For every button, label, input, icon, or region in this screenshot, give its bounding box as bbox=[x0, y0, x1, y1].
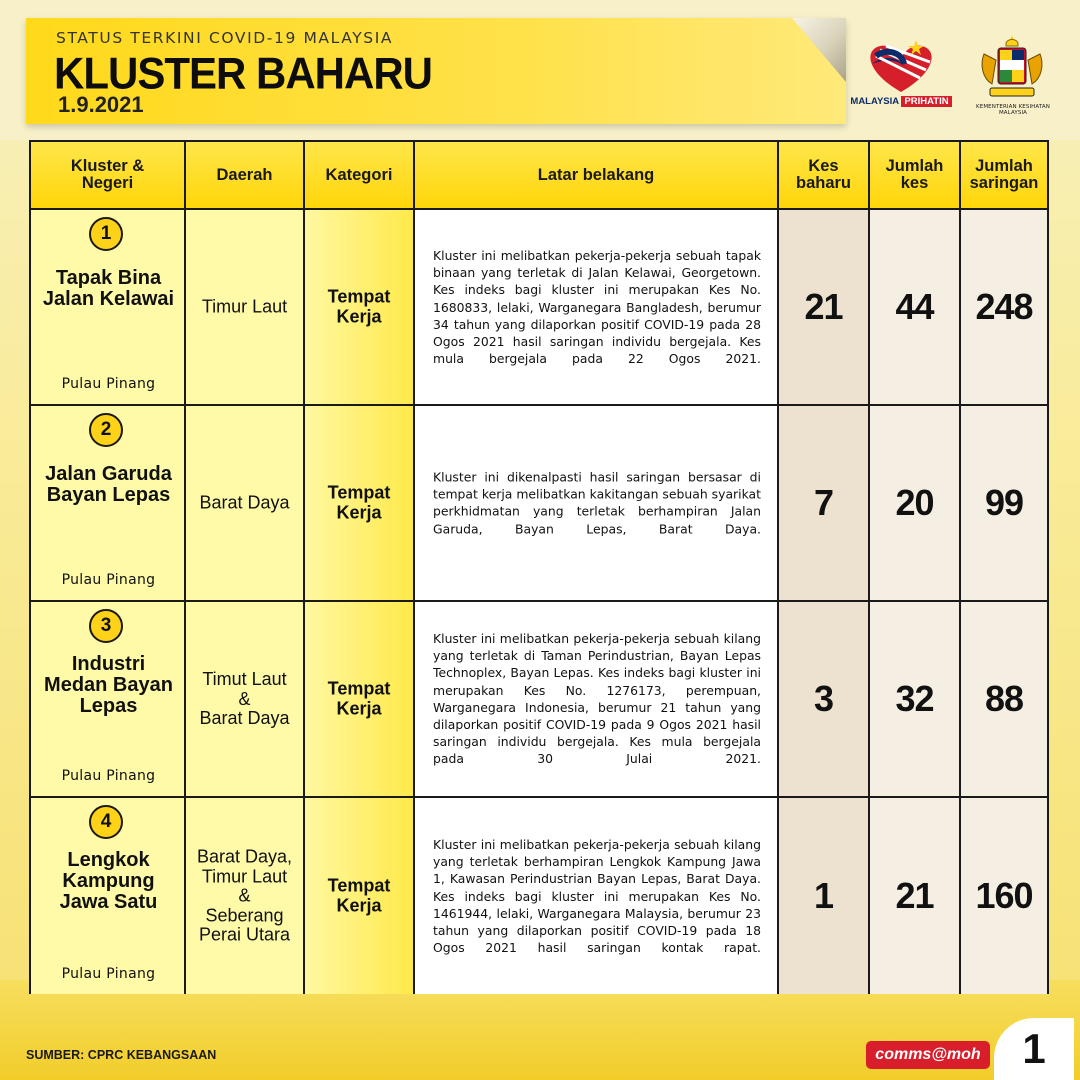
kes-baharu-value: 7 bbox=[813, 482, 834, 523]
malaysia-prihatin-caption bbox=[846, 96, 956, 107]
daerah-text: Timur Laut bbox=[201, 296, 288, 317]
latar-belakang-text: Kluster ini melibatkan pekerja-pekerja sebuah tapak binaan yang terletak di Jalan Kelawai, Georgetown. Kes indeks bagi kluster ini merupakan Kes No. 1680833, lelaki, Warganegara Bangladesh, berumur 34 tahun yang dilaporkan positif COVID-19 pada 28 Ogos 2021 hasil saringan individu bergejala. Kes mula bergejala pada 22 Ogos 2021. bbox=[433, 247, 761, 367]
jumlah-saringan-value: 88 bbox=[984, 678, 1024, 719]
cluster-negeri: Pulau Pinang bbox=[61, 376, 156, 392]
cluster-number-badge: 3 bbox=[89, 609, 123, 643]
kategori-text: Tempat Kerja bbox=[327, 678, 391, 718]
column-header-label: Latar belakang bbox=[537, 165, 655, 184]
column-header-label: Kategori bbox=[325, 165, 393, 184]
jumlah-kes-value: 21 bbox=[895, 875, 934, 916]
column-header-kategori bbox=[305, 142, 415, 210]
mp-text-right: PRIHATIN bbox=[901, 96, 951, 107]
jumlah-kes-value: 20 bbox=[895, 482, 934, 523]
cell-latar-belakang bbox=[415, 798, 779, 994]
column-header-kluster bbox=[31, 142, 186, 210]
cell-kategori bbox=[305, 210, 415, 404]
latar-belakang-text: Kluster ini melibatkan pekerja-pekerja sebuah kilang yang terletak di Taman Perindustrian, Bayan Lepas Technoplex, Bayan Lepas. Kes indeks bagi kluster ini merupakan Kes No. 1276173, perempuan, Warganegara Indonesia, berumur 21 tahun yang dilaporkan positif COVID-19 pada 9 Ogos 2021 hasil saringan individu bergejala. Kes mula bergejala pada 30 Julai 2021. bbox=[433, 631, 761, 767]
source-note: SUMBER: CPRC KEBANGSAAN bbox=[26, 1048, 217, 1062]
column-header-label: Jumlah saringan bbox=[969, 157, 1039, 192]
table-row bbox=[31, 602, 1047, 798]
mp-text-left: MALAYSIA bbox=[850, 96, 899, 107]
column-header-jumlah-saringan bbox=[961, 142, 1047, 210]
cell-kes-baharu bbox=[779, 798, 870, 994]
cell-daerah bbox=[186, 798, 305, 994]
cell-jumlah-kes bbox=[870, 210, 961, 404]
header-date: 1.9.2021 bbox=[58, 92, 144, 117]
column-header-label: Kluster & Negeri bbox=[70, 157, 145, 192]
cluster-name: Tapak Bina Jalan Kelawai bbox=[42, 267, 175, 310]
daerah-text: Barat Daya, Timur Laut & Seberang Perai Utara bbox=[196, 846, 293, 945]
daerah-text: Barat Daya bbox=[199, 492, 290, 513]
jumlah-kes-value: 32 bbox=[895, 678, 934, 719]
cluster-number-badge: 1 bbox=[89, 217, 123, 251]
kkm-caption: KEMENTERIAN KESIHATAN MALAYSIA bbox=[976, 104, 1050, 116]
header-kicker: STATUS TERKINI COVID-19 MALAYSIA bbox=[56, 29, 394, 47]
cell-kluster bbox=[31, 798, 186, 994]
column-header-daerah bbox=[186, 142, 305, 210]
cell-jumlah-kes bbox=[870, 406, 961, 600]
cluster-negeri: Pulau Pinang bbox=[61, 768, 156, 784]
kes-baharu-value: 3 bbox=[813, 678, 834, 719]
jata-negara-crest-icon bbox=[978, 34, 1046, 104]
cluster-name: Jalan Garuda Bayan Lepas bbox=[45, 463, 172, 506]
jumlah-kes-value: 44 bbox=[895, 286, 934, 327]
cell-kategori bbox=[305, 602, 415, 796]
cell-jumlah-saringan bbox=[961, 798, 1047, 994]
kategori-text: Tempat Kerja bbox=[327, 875, 391, 915]
cell-kategori bbox=[305, 406, 415, 600]
cluster-number-badge: 4 bbox=[89, 805, 123, 839]
cell-kluster bbox=[31, 602, 186, 796]
column-header-jumlah-kes bbox=[870, 142, 961, 210]
daerah-text: Timut Laut & Barat Daya bbox=[199, 668, 290, 728]
jumlah-saringan-value: 248 bbox=[975, 286, 1033, 327]
page-title: KLUSTER BAHARU bbox=[54, 48, 432, 99]
cell-latar-belakang bbox=[415, 602, 779, 796]
cell-kluster bbox=[31, 406, 186, 600]
column-header-kes-baharu bbox=[779, 142, 870, 210]
cell-daerah bbox=[186, 602, 305, 796]
cell-kategori bbox=[305, 798, 415, 994]
cell-jumlah-saringan bbox=[961, 406, 1047, 600]
table-row bbox=[31, 798, 1047, 994]
kategori-text: Tempat Kerja bbox=[327, 482, 391, 522]
cell-jumlah-saringan bbox=[961, 210, 1047, 404]
table-row bbox=[31, 406, 1047, 602]
cell-latar-belakang bbox=[415, 406, 779, 600]
kes-baharu-value: 1 bbox=[813, 875, 834, 916]
column-header-label: Daerah bbox=[216, 165, 273, 184]
column-header-label: Kes baharu bbox=[795, 157, 851, 192]
cluster-table bbox=[29, 140, 1049, 994]
page-number: 1 bbox=[994, 1018, 1074, 1080]
cluster-name: Industri Medan Bayan Lepas bbox=[44, 653, 173, 717]
table-row bbox=[31, 210, 1047, 406]
jumlah-saringan-value: 160 bbox=[975, 875, 1033, 916]
jumlah-saringan-value: 99 bbox=[984, 482, 1024, 523]
kes-baharu-value: 21 bbox=[804, 286, 843, 327]
kategori-text: Tempat Kerja bbox=[327, 286, 391, 326]
latar-belakang-text: Kluster ini dikenalpasti hasil saringan bersasar di tempat kerja melibatkan kakitangan sebuah syarikat perkhidmatan yang terletak berhampiran Jalan Garuda, Bayan Lepas, Barat Daya. bbox=[433, 469, 761, 537]
cluster-negeri: Pulau Pinang bbox=[61, 966, 156, 982]
cell-jumlah-saringan bbox=[961, 602, 1047, 796]
column-header-latar bbox=[415, 142, 779, 210]
cell-kes-baharu bbox=[779, 602, 870, 796]
cell-kes-baharu bbox=[779, 210, 870, 404]
cell-kes-baharu bbox=[779, 406, 870, 600]
cluster-negeri: Pulau Pinang bbox=[61, 572, 156, 588]
cell-daerah bbox=[186, 210, 305, 404]
cell-latar-belakang bbox=[415, 210, 779, 404]
column-header-label: Jumlah kes bbox=[885, 157, 944, 192]
comms-moh-badge: comms@moh bbox=[866, 1041, 990, 1069]
cluster-name: Lengkok Kampung Jawa Satu bbox=[59, 849, 158, 913]
cell-jumlah-kes bbox=[870, 798, 961, 994]
latar-belakang-text: Kluster ini melibatkan pekerja-pekerja sebuah kilang yang terletak berhampiran Lengkok Kampung Jawa 1, Kawasan Perindustrian Bayan Lepas, Barat Daya. Kes indeks bagi kluster ini merupakan Kes No. 1461944, lelaki, Warganegara Malaysia, berumur 23 tahun yang dilaporkan positif COVID-19 pada 18 Ogos 2021 hasil saringan kontak rapat. bbox=[433, 836, 761, 956]
cell-daerah bbox=[186, 406, 305, 600]
cell-kluster bbox=[31, 210, 186, 404]
cell-jumlah-kes bbox=[870, 602, 961, 796]
cluster-number-badge: 2 bbox=[89, 413, 123, 447]
